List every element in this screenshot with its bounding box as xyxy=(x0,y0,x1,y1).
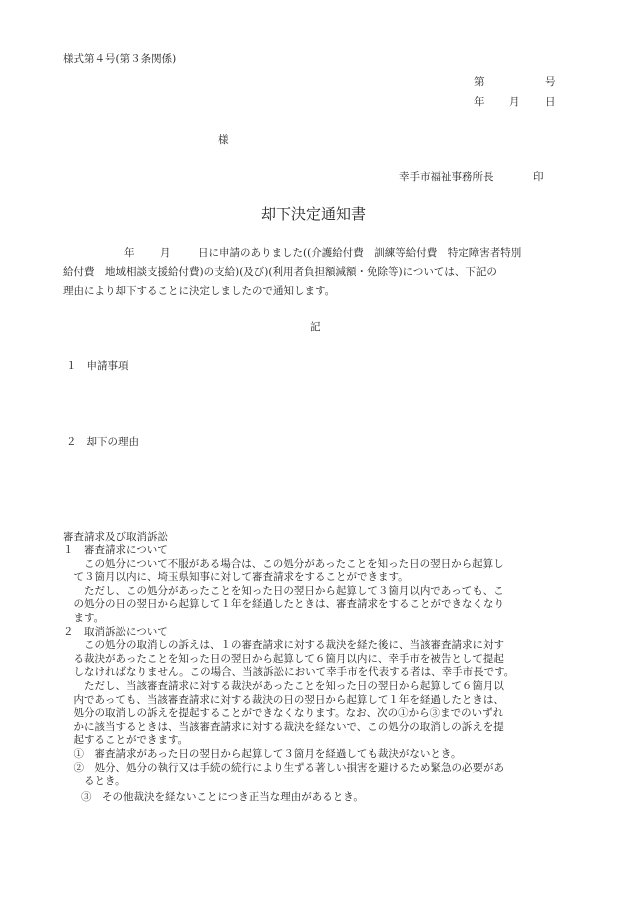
appeal-line: ① 審査請求があった日の翌日から起算して３箇月を経過しても裁決がないとき。 xyxy=(63,748,462,760)
section-2-number: ２ xyxy=(66,436,77,448)
number-prefix: 第 xyxy=(474,76,485,88)
section-1-label: 申請事項 xyxy=(86,360,129,372)
appeal-line: ② 処分、処分の執行又は手続の続行により生ずる著しい損害を避けるため緊急の必要があ xyxy=(63,761,504,774)
appeal-line: かに該当するときは、当該審査請求に対する裁決を経ないで、この処分の取消しの訴えを提 xyxy=(63,720,504,733)
section-1-number: １ xyxy=(66,360,77,372)
number-suffix: 号 xyxy=(545,76,556,88)
appeal-line: 内であっても、当該審査請求に対する裁決の日の翌日から起算して１年を経過したときは、 xyxy=(63,693,504,706)
intro-year: 年 xyxy=(124,247,135,259)
ki-marker: 記 xyxy=(310,321,321,333)
seal-mark: 印 xyxy=(533,171,544,183)
appeal-line: るとき。 xyxy=(63,775,126,788)
appeal-line: ただし、当該審査請求に対する裁決があったことを知った日の翌日から起算して６箇月以 xyxy=(63,680,504,692)
intro-line1-rest: 日に申請のありました((介護給付費 訓練等給付費 特定障害者特別 xyxy=(198,247,522,259)
appeal-line: ２ 取消訴訟について xyxy=(63,625,168,638)
date-day: 日 xyxy=(545,96,556,108)
appeal-line: １ 審査請求について xyxy=(63,544,168,556)
appeal-line: ただし、この処分があったことを知った日の翌日から起算して３箇月以内であっても、こ xyxy=(63,584,504,597)
section-2 xyxy=(66,436,139,449)
appeal-line: この処分の取消しの訴えは、１の審査請求に対する裁決を経た後に、当該審査請求に対す xyxy=(63,639,504,652)
page-title: 却下決定通知書 xyxy=(261,205,367,223)
date-year: 年 xyxy=(474,96,485,108)
appeal-line: この処分について不服がある場合は、この処分があったことを知った日の翌日から起算し xyxy=(63,557,504,570)
appeal-heading: 審査請求及び取消訴訟 xyxy=(63,531,168,543)
date-month: 月 xyxy=(509,96,520,108)
intro-line3: 理由により却下することに決定しましたので通知します。 xyxy=(63,285,336,297)
appeal-line: る裁決があったことを知った日の翌日から起算して６箇月以内に、幸手市を被告として提起 xyxy=(63,652,504,665)
intro-line2: 給付費 地域相談支援給付費)の支給)(及び)(利用者負担額減額・免除等)については、下記の xyxy=(63,266,497,278)
appeal-line: 処分の取消しの訴えを提起することができなくなります。なお、次の①から③までのいずれ xyxy=(63,707,504,720)
appeal-line: ます。 xyxy=(63,612,105,624)
appeal-line: しなければなりません。この場合、当該訴訟において幸手市を代表する者は、幸手市長です。 xyxy=(63,666,515,679)
appeal-line: の処分の日の翌日から起算して１年を経過したときは、審査請求をすることができなくなり xyxy=(63,598,504,611)
appeal-line: 起することができます。 xyxy=(63,734,189,747)
intro-month: 月 xyxy=(160,247,171,259)
appeal-line: て３箇月以内に、埼玉県知事に対して審査請求をすることができます。 xyxy=(63,571,409,584)
form-label: 様式第４号(第３条関係) xyxy=(63,53,177,65)
section-2-label: 却下の理由 xyxy=(86,436,139,448)
appeal-last-line: ③ その他裁決を経ないことにつき正当な理由があるとき。 xyxy=(81,791,364,803)
issuer: 幸手市福祉事務所長 xyxy=(399,171,494,183)
section-1 xyxy=(66,360,129,373)
addressee-suffix: 様 xyxy=(218,134,229,146)
